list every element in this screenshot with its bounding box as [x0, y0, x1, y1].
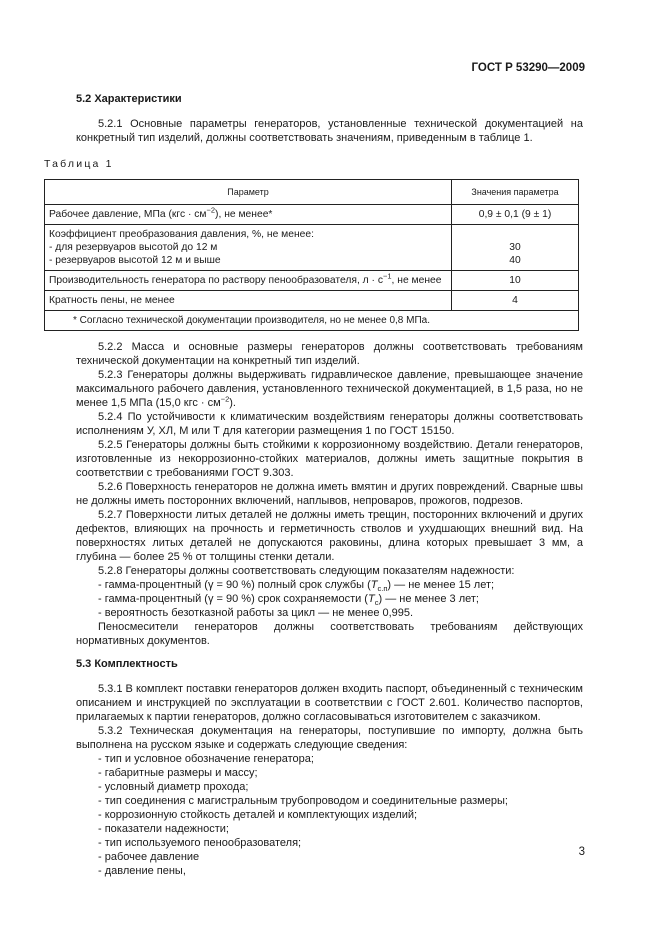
- table-cell-parameter: Производительность генератора по раствору пенообразователя, $л \cdot с^{-1}$, не менее: [45, 271, 452, 291]
- reliability-item: - гамма-процентный (γ = 90 %) срок сохраняемости $(T_с)$ — не менее 3 лет;: [98, 593, 479, 608]
- table-row: [45, 225, 579, 271]
- reliability-item: - гамма-процентный (γ = 90 %) полный срок службы $(T_{с.п})$ — не менее 15 лет;: [98, 579, 495, 594]
- list-item: - тип соединения с магистральным трубопроводом и соединительные размеры;: [98, 795, 508, 807]
- parameters-table: [44, 179, 579, 331]
- table-row: [45, 271, 579, 291]
- reliability-item: - вероятность безотказной работы за цикл — не менее 0,995.: [98, 607, 414, 619]
- list-item: - габаритные размеры и массу;: [98, 767, 258, 779]
- list-item: - тип используемого пенообразователя;: [98, 837, 302, 849]
- column-header-parameter: Параметр: [45, 180, 452, 205]
- paragraph-5-2-5: 5.2.5 Генераторы должны быть стойкими к коррозионному воздействию. Детали генераторов, изготовленные из некоррозионно-стойких материалов, должны иметь защитные покрытия в соответствии с требованиями ГОСТ 9.303.: [76, 439, 583, 479]
- table-footnote-row: [45, 311, 579, 331]
- section-5-3-heading: 5.3 Комплектность: [76, 658, 178, 670]
- table-caption: Таблица 1: [44, 158, 114, 170]
- paragraph-5-2-1: 5.2.1 Основные параметры генераторов, установленные технической документацией на конкретный тип изделий, должны соответствовать значениям, приведенным в таблице 1.: [76, 118, 583, 144]
- table-cell-value: 10: [452, 271, 579, 291]
- paragraph-5-2-8: 5.2.8 Генераторы должны соответствовать следующим показателям надежности:: [98, 565, 515, 577]
- table-cell-value: 0,9 ± 0,1 (9 ± 1): [452, 205, 579, 225]
- list-item: - тип и условное обозначение генератора;: [98, 753, 314, 765]
- document-id-header: ГОСТ Р 53290—2009: [471, 62, 585, 74]
- table-cell-parameter: Рабочее давление, МПа $(кгс \cdot см^{-2})$, не менее*: [45, 205, 452, 225]
- table-cell-parameter: Коэффициент преобразования давления, %, не менее: - для резервуаров высотой до 12 м - резервуаров высотой 12 м и выше: [45, 225, 452, 271]
- table-cell-value: 4: [452, 291, 579, 311]
- list-item: - рабочее давление: [98, 851, 200, 863]
- table-footnote: * Согласно технической документации производителя, но не менее 0,8 МПа.: [45, 311, 579, 331]
- page-content: [44, 92, 583, 878]
- column-header-value: Значения параметра: [452, 180, 579, 205]
- list-item: - давление пены,: [98, 865, 186, 877]
- paragraph-5-2-7: 5.2.7 Поверхности литых деталей не должны иметь трещин, посторонних включений и других дефектов, влияющих на прочность и герметичность стволов и ухудшающих внешний вид. На поверхностях литых деталей не допускаются раковины, длина которых превышает 3 мм, а глубина — более 25 % от толщины стенки детали.: [76, 509, 583, 563]
- paragraph-5-3-1: 5.3.1 В комплект поставки генераторов должен входить паспорт, объединенный с техническим описанием и инструкцией по эксплуатации в соответствии с ГОСТ 2.601. Количество паспортов, прилагаемых к партии генераторов, должно согласовываться изготовителем с заказчиком.: [76, 683, 583, 723]
- paragraph-5-2-2: 5.2.2 Масса и основные размеры генераторов должны соответствовать требованиям технической документации на конкретный тип изделий.: [76, 341, 583, 367]
- list-item: - коррозионную стойкость деталей и комплектующих изделий;: [98, 809, 418, 821]
- section-5-2-heading: 5.2 Характеристики: [76, 93, 182, 105]
- table-row: [45, 291, 579, 311]
- list-item: - показатели надежности;: [98, 823, 229, 835]
- table-cell-parameter: Кратность пены, не менее: [45, 291, 452, 311]
- table-row: [45, 205, 579, 225]
- list-item: - условный диаметр прохода;: [98, 781, 249, 793]
- table-cell-value: 30 40: [452, 225, 579, 271]
- paragraph-foam-mixers: Пеносмесители генераторов должны соответствовать требованиям действующих нормативных документов.: [76, 621, 583, 647]
- paragraph-5-3-2: 5.3.2 Техническая документация на генераторы, поступившие по импорту, должна быть выполнена на русском языке и содержать следующие сведения:: [76, 725, 583, 751]
- page-number: 3: [578, 846, 585, 858]
- table-header-row: [45, 180, 579, 205]
- paragraph-5-2-3: 5.2.3 Генераторы должны выдерживать гидравлическое давление, превышающее значение максимального рабочего давления, установленного технической документацией, в 1,5 раза, но не менее 1,5 МПа (15,0 кгс · $см^{-2}$).: [76, 369, 583, 409]
- paragraph-5-2-4: 5.2.4 По устойчивости к климатическим воздействиям генераторы должны соответствовать исполнениям У, ХЛ, М или Т для категории размещения 1 по ГОСТ 15150.: [76, 411, 583, 437]
- paragraph-5-2-6: 5.2.6 Поверхность генераторов не должна иметь вмятин и других повреждений. Сварные швы не должны иметь посторонних включений, наплывов, непроваров, прожогов, подрезов.: [76, 481, 583, 507]
